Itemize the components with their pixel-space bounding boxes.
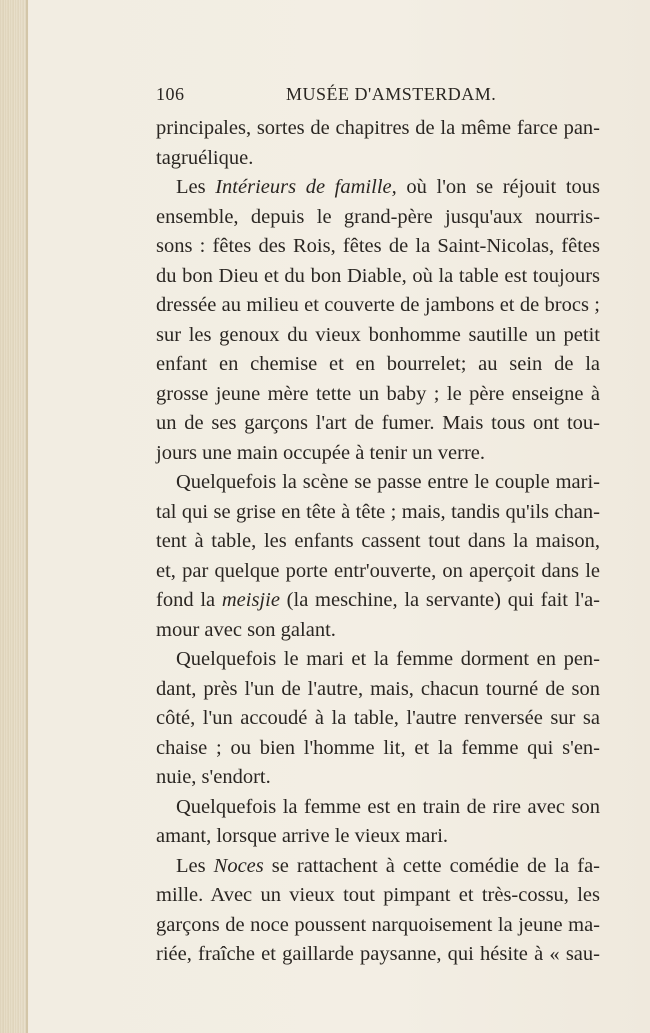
text-line: Quelquefois la femme est en train de rire avec son <box>176 795 600 818</box>
spine-edge <box>26 0 28 1033</box>
text-line: riée, fraîche et gaillarde paysanne, qui hésite à « sau- <box>156 943 600 965</box>
text-line: dressée au milieu et couverte de jambons et de brocs ; <box>156 294 600 316</box>
text-line: tagruélique. <box>156 146 254 169</box>
text-line: ensemble, depuis le grand-père jusqu'aux nourris- <box>156 205 600 228</box>
page-spine <box>0 0 26 1033</box>
italic-title: Noces <box>213 854 264 877</box>
text-line <box>156 852 600 882</box>
text-line: Quelquefois le mari et la femme dorment en pen- <box>176 648 600 670</box>
text-run: (la meschine, la servante) qui fait l'a- <box>279 589 601 611</box>
running-title: MUSÉE D'AMSTERDAM. <box>286 84 497 104</box>
text-line: jours une main occupée à tenir un verre. <box>156 441 486 464</box>
text-line: chaise ; ou bien l'homme lit, et la femme qui s'en- <box>156 736 600 759</box>
text-line <box>156 173 600 203</box>
italic-word: meisjie <box>221 589 280 611</box>
text-line: tent à table, les enfants cassent tout dans la maison, <box>156 530 600 552</box>
text-line: amant, lorsque arrive le vieux mari. <box>156 825 449 847</box>
text-run: Les <box>176 176 216 198</box>
text-line: dant, près l'un de l'autre, mais, chacun tourné de son <box>156 677 600 700</box>
text-line: nuie, s'endort. <box>156 766 271 788</box>
body-text <box>156 114 600 970</box>
text-run: où l'on se réjouit tous <box>396 176 601 198</box>
text-line: mille. Avec un vieux tout pimpant et très-cossu, les <box>156 884 600 906</box>
text-line: enfant en chemise et en bourrelet; au sein de la <box>156 353 600 375</box>
running-header <box>156 84 600 114</box>
text-run: fond la <box>156 589 222 611</box>
text-line: grosse jeune mère tette un baby ; le père enseigne à <box>156 382 600 405</box>
text-line: garçons de noce poussent narquoisement la jeune ma- <box>156 913 600 936</box>
text-line: du bon Dieu et du bon Diable, où la table est toujours <box>156 264 600 287</box>
italic-title: Intérieurs de famille, <box>215 176 397 198</box>
text-line: sons : fêtes des Rois, fêtes de la Saint-Nicolas, fêtes <box>156 235 600 257</box>
text-run: se rattachent à cette comédie de la fa- <box>263 854 600 877</box>
text-run: Les <box>176 854 214 877</box>
text-line: tal qui se grise en tête à tête ; mais, tandis qu'ils chan- <box>156 500 600 523</box>
text-line: principales, sortes de chapitres de la même farce pan- <box>156 117 600 139</box>
text-line <box>156 586 600 616</box>
text-line: côté, l'un accoudé à la table, l'autre renversée sur sa <box>156 707 600 729</box>
text-line: Quelquefois la scène se passe entre le couple mari- <box>176 471 600 493</box>
text-line: sur les genoux du vieux bonhomme sautille un petit <box>156 323 600 346</box>
text-line: et, par quelque porte entr'ouverte, on aperçoit dans le <box>156 559 600 582</box>
text-line: mour avec son galant. <box>156 618 336 641</box>
page-number: 106 <box>156 84 185 104</box>
text-line: un de ses garçons l'art de fumer. Mais tous ont tou- <box>156 412 600 434</box>
